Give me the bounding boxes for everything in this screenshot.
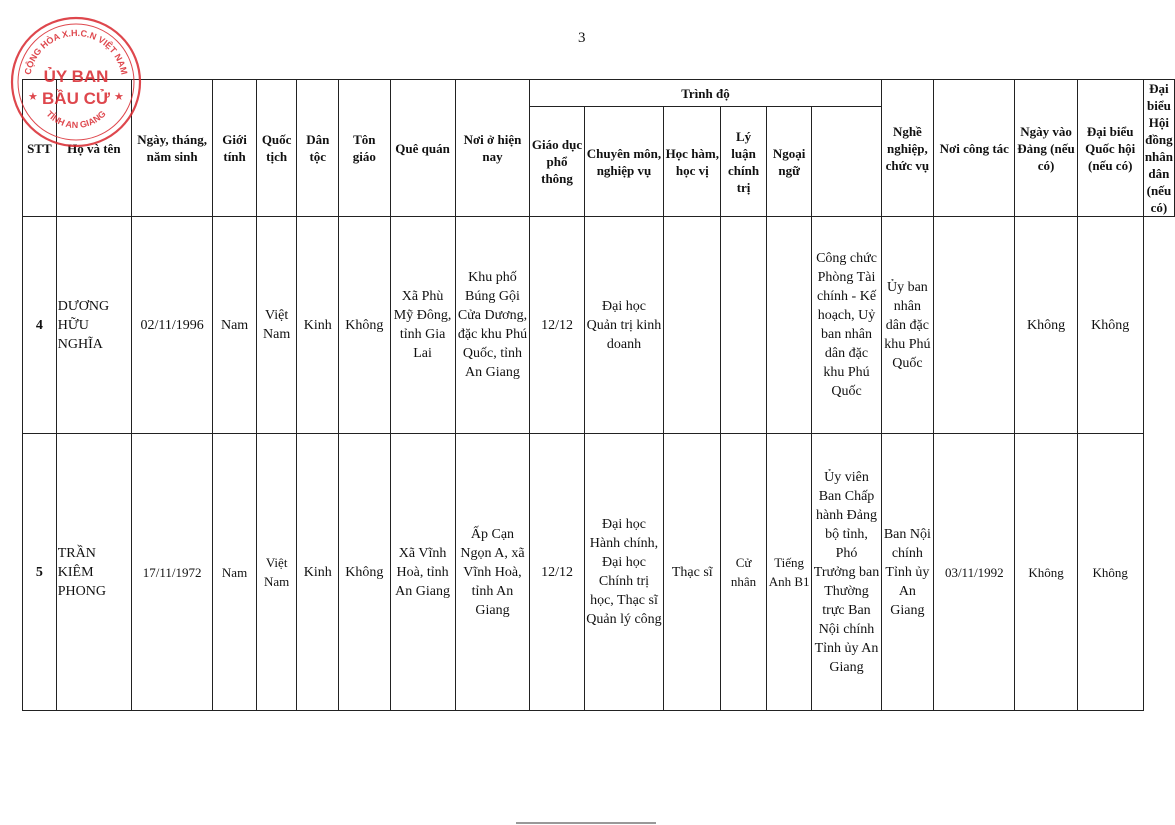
- seal-line1: ỦY BAN: [43, 67, 109, 86]
- star-icon: ★: [28, 91, 38, 103]
- candidate-table: [22, 79, 1175, 711]
- header-residence: Nơi ở hiện nay: [455, 80, 530, 217]
- cell-hometown: Xã Vĩnh Hoà, tỉnh An Giang: [390, 434, 455, 711]
- cell-specialty: Đại học Quản trị kinh doanh: [584, 217, 664, 434]
- cell-gender: Nam: [213, 217, 256, 434]
- bottom-edge-mark: [516, 822, 656, 824]
- cell-general-edu: 12/12: [530, 217, 584, 434]
- header-occupation: Nghề nghiệp, chức vụ: [881, 80, 934, 217]
- cell-language: Tiếng Anh B1: [766, 434, 812, 711]
- header-name: Họ và tên: [56, 80, 131, 217]
- header-language: Ngoại ngữ: [766, 107, 812, 217]
- cell-pc-delegate: Không: [1077, 217, 1143, 434]
- header-degree: Học hàm, học vị: [664, 107, 721, 217]
- cell-nationality: Việt Nam: [256, 434, 297, 711]
- header-ethnicity: Dân tộc: [297, 80, 339, 217]
- cell-pc-delegate: Không: [1077, 434, 1143, 711]
- cell-degree: [664, 217, 721, 434]
- header-party-date: Ngày vào Đảng (nếu có): [1015, 80, 1077, 217]
- cell-religion: Không: [339, 217, 391, 434]
- cell-residence: Khu phố Búng Gội Cửa Dương, đặc khu Phú Quốc, tỉnh An Giang: [455, 217, 530, 434]
- header-general-edu: Giáo dục phổ thông: [530, 107, 584, 217]
- cell-language: [766, 217, 812, 434]
- header-religion: Tôn giáo: [339, 80, 391, 217]
- cell-general-edu: 12/12: [530, 434, 584, 711]
- cell-dob: 02/11/1996: [131, 217, 212, 434]
- header-dob: Ngày, tháng, năm sinh: [131, 80, 212, 217]
- header-pc-delegate: Đại biểu Hội đồng nhân dân (nếu có): [1144, 81, 1174, 215]
- cell-na-delegate: Không: [1015, 434, 1077, 711]
- header-political-theory: Lý luận chính trị: [721, 107, 767, 217]
- header-workplace: Nơi công tác: [934, 80, 1015, 217]
- cell-workplace: Ủy ban nhân dân đặc khu Phú Quốc: [881, 217, 934, 434]
- cell-degree: Thạc sĩ: [664, 434, 721, 711]
- cell-gender: Nam: [213, 434, 256, 711]
- cell-ethnicity: Kinh: [297, 434, 339, 711]
- table-row: [23, 217, 1175, 434]
- header-nationality: Quốc tịch: [256, 80, 297, 217]
- cell-workplace: Ban Nội chính Tỉnh ủy An Giang: [881, 434, 934, 711]
- cell-political-theory: [721, 217, 767, 434]
- cell-occupation: Ủy viên Ban Chấp hành Đảng bộ tỉnh, Phó Trưởng ban Thường trực Ban Nội chính Tỉnh ủy An Giang: [812, 434, 881, 711]
- cell-name: DƯƠNG HỮU NGHĨA: [56, 217, 131, 434]
- cell-political-theory: Cử nhân: [721, 434, 767, 711]
- header-na-delegate: Đại biểu Quốc hội (nếu có): [1077, 80, 1143, 217]
- seal-line2: BẦU CỬ: [42, 89, 110, 108]
- page-number: 3: [578, 30, 586, 46]
- cell-dob: 17/11/1972: [131, 434, 212, 711]
- header-specialty: Chuyên môn, nghiệp vụ: [584, 107, 664, 217]
- cell-occupation: Công chức Phòng Tài chính - Kế hoạch, Uỷ ban nhân dân đặc khu Phú Quốc: [812, 217, 881, 434]
- cell-hometown: Xã Phù Mỹ Đông, tỉnh Gia Lai: [390, 217, 455, 434]
- cell-ethnicity: Kinh: [297, 217, 339, 434]
- cell-party-date: 03/11/1992: [934, 434, 1015, 711]
- seal-bottom-text: TỈNH AN GIANG: [44, 108, 108, 131]
- cell-specialty: Đại học Hành chính, Đại học Chính trị học, Thạc sĩ Quản lý công: [584, 434, 664, 711]
- cell-name: TRẦN KIÊM PHONG: [56, 434, 131, 711]
- header-hometown: Quê quán: [390, 80, 455, 217]
- cell-na-delegate: Không: [1015, 217, 1077, 434]
- star-icon: ★: [114, 91, 124, 103]
- cell-nationality: Việt Nam: [256, 217, 297, 434]
- cell-residence: Ấp Cạn Ngọn A, xã Vĩnh Hoà, tỉnh An Giang: [455, 434, 530, 711]
- cell-stt: 5: [23, 434, 57, 711]
- header-gender: Giới tính: [213, 80, 256, 217]
- cell-party-date: [934, 217, 1015, 434]
- header-education-group: Trình độ: [530, 80, 881, 107]
- election-committee-seal: [8, 14, 144, 150]
- header-stt: STT: [23, 80, 57, 217]
- seal-top-text: CỘNG HÒA X.H.C.N VIỆT NAM: [22, 27, 130, 76]
- table-row: [23, 434, 1175, 711]
- cell-religion: Không: [339, 434, 391, 711]
- cell-stt: 4: [23, 217, 57, 434]
